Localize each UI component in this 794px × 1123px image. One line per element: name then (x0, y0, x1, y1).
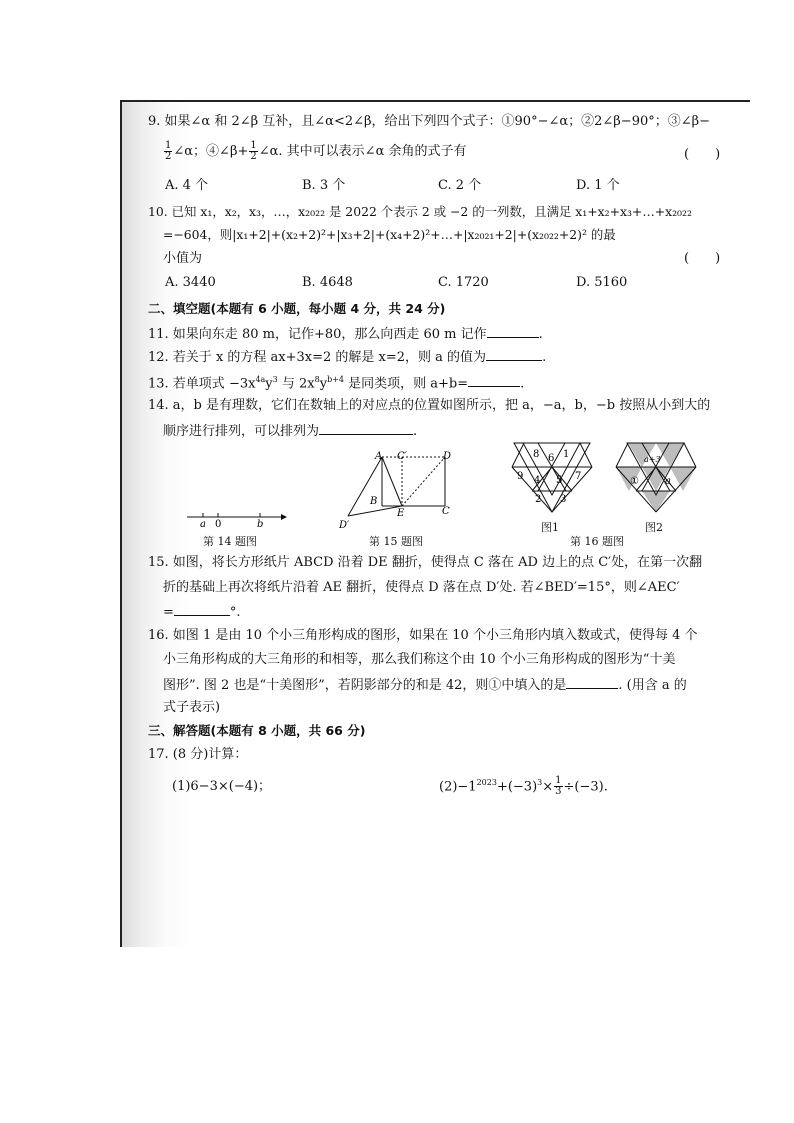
fig14-number-line (183, 506, 288, 528)
fig14-caption: 第 14 题图 (203, 535, 257, 548)
fig16-cell-4: 9 (517, 471, 524, 482)
fig16-cell-9: 3 (560, 494, 567, 505)
fig16-cell-2: 6 (548, 453, 555, 464)
fig16-cell-8: 2 (535, 494, 542, 505)
q10-line2: =−604，则|x₁+2|+(x₂+2)²+|x₃+2|+(x₄+2)²+…+|x₂₀₂₁+2|+(x₂₀₂₂+2)² 的最 (163, 227, 616, 242)
q9-option-d: D. 1 个 (576, 178, 620, 193)
fig16-cell-1: 8 (533, 449, 540, 460)
fig16-fig2-label-a-plus-3: a+3 (644, 455, 661, 464)
q15-line1: 15. 如图，将长方形纸片 ABCD 沿着 DE 翻折，使得点 C 落在 AD 边上的点 C′处，在第一次翻 (148, 555, 703, 570)
fig15-label-dprime: D′ (339, 520, 350, 531)
fig16-fig2-label-circle1: ① (630, 476, 639, 487)
fig16-caption-2: 图2 (645, 521, 663, 534)
fig15-label-d: D (443, 451, 452, 462)
q14-line1: 14. a，b 是有理数，它们在数轴上的对应点的位置如图所示，把 a，−a，b，−b 按照从小到大的 (148, 398, 711, 413)
section-3-heading: 三、解答题(本题有 8 小题，共 66 分) (148, 723, 366, 738)
fig16-figure2 (608, 440, 698, 520)
q9-fraction-half: $\frac{1}{2}$ (165, 140, 172, 162)
fig14-label-a: a (200, 519, 206, 528)
fig15-label-a: A (375, 451, 383, 462)
q17-fraction-third: $\frac{1}{3}$ (555, 775, 562, 798)
q17-part1: (1)6−3×(−4)； (172, 779, 272, 794)
q10-option-d: D. 5160 (576, 275, 628, 290)
q10-line1: 10. 已知 x₁，x₂，x₃，…，x₂₀₂₂ 是 2022 个表示 2 或 −2 的一列数，且满足 x₁+x₂+x₃+…+x₂₀₂₂ (148, 204, 692, 219)
fig15-caption: 第 15 题图 (369, 535, 423, 548)
fig16-figure1 (504, 440, 594, 520)
q16-line1: 16. 如图 1 是由 10 个小三角形构成的图形，如果在 10 个小三角形内填入数或式，使得每 4 个 (148, 628, 698, 643)
q15-answer-blank[interactable] (174, 602, 230, 616)
q16-line4: 式子表示) (163, 700, 221, 715)
fig16-caption-1: 图1 (541, 521, 559, 534)
q9-option-b: B. 3 个 (302, 178, 346, 193)
q9-fraction-half-2: $\frac{1}{2}$ (250, 140, 257, 162)
fig16-cell-5: 4 (534, 475, 541, 486)
section-2-heading: 二、填空题(本题有 6 小题，每小题 4 分，共 24 分) (148, 301, 446, 316)
fig16-cell-3: 1 (563, 449, 570, 460)
q12-answer-blank[interactable] (486, 347, 542, 361)
fig15-diagram (335, 448, 460, 534)
q10-line3: 小值为 (163, 251, 203, 266)
q11: 11. 如果向东走 80 m，记作+80，那么向西走 60 m 记作 . (148, 324, 543, 344)
q10-option-b: B. 4648 (302, 275, 353, 290)
q16-line3: 图形”. 图 2 也是“十美图形”，若阴影部分的和是 42，则①中填入的是 . (用含 a 的 (163, 675, 687, 695)
fig14-label-b: b (257, 519, 264, 528)
fig16-caption: 第 16 题图 (570, 535, 624, 548)
q9-answer-paren: ( ) (684, 147, 721, 162)
q10-option-a: A. 3440 (165, 275, 216, 290)
q15-line3: = °. (163, 602, 241, 622)
q13: 13. 若单项式 $-3x^{4a}y^3$ 与 $2x^8y^{b+4}$ 是同类项，则 a+b= . (148, 375, 525, 392)
fig15-label-cprime: C′ (397, 451, 407, 462)
q17-heading: 17. (8 分)计算： (148, 747, 248, 762)
fig15-label-c: C (442, 506, 450, 517)
fig15-label-b: B (370, 496, 378, 507)
q11-answer-blank[interactable] (487, 324, 539, 338)
q12: 12. 若关于 x 的方程 ax+3x=2 的解是 x=2，则 a 的值为 . (148, 347, 546, 367)
fig16-cell-6: 5 (556, 475, 563, 486)
fig15-label-e: E (397, 508, 405, 519)
q13-answer-blank[interactable] (468, 373, 520, 387)
q9-line1: 9. 如果∠α 和 2∠β 互补，且∠α<2∠β，给出下列四个式子：①90°−∠α；②2∠β−90°；③∠β− (148, 114, 711, 129)
q10-answer-paren: ( ) (684, 251, 721, 266)
fig16-cell-7: 7 (575, 471, 582, 482)
q15-line2: 折的基础上再次将纸片沿着 AE 翻折，使得点 D 落在点 D′处. 若∠BED′=15°，则∠AEC′ (163, 580, 680, 595)
fig14-label-zero: 0 (215, 519, 222, 528)
q16-line2: 小三角形构成的大三角形的和相等，那么我们称这个由 10 个小三角形构成的图形为“十美 (163, 652, 676, 667)
q9-line2: $\frac{1}{2}$ ∠α；④∠β+ $\frac{1}{2}$ ∠α. 其中可以表示∠α 余角的式子有 (165, 140, 467, 162)
q16-answer-blank[interactable] (566, 675, 618, 689)
q17-part2: $(2)-1^{2023}+(-3)^3\times$ $\frac{1}{3}$ ÷(−3). (439, 775, 608, 798)
q14-answer-blank[interactable] (319, 421, 413, 435)
q14-line2: 顺序进行排列，可以排列为 . (163, 421, 417, 441)
q10-option-c: C. 1720 (438, 275, 489, 290)
q9-option-c: C. 2 个 (438, 178, 482, 193)
q9-option-a: A. 4 个 (165, 178, 209, 193)
fig16-fig2-label-a: a (665, 476, 671, 487)
